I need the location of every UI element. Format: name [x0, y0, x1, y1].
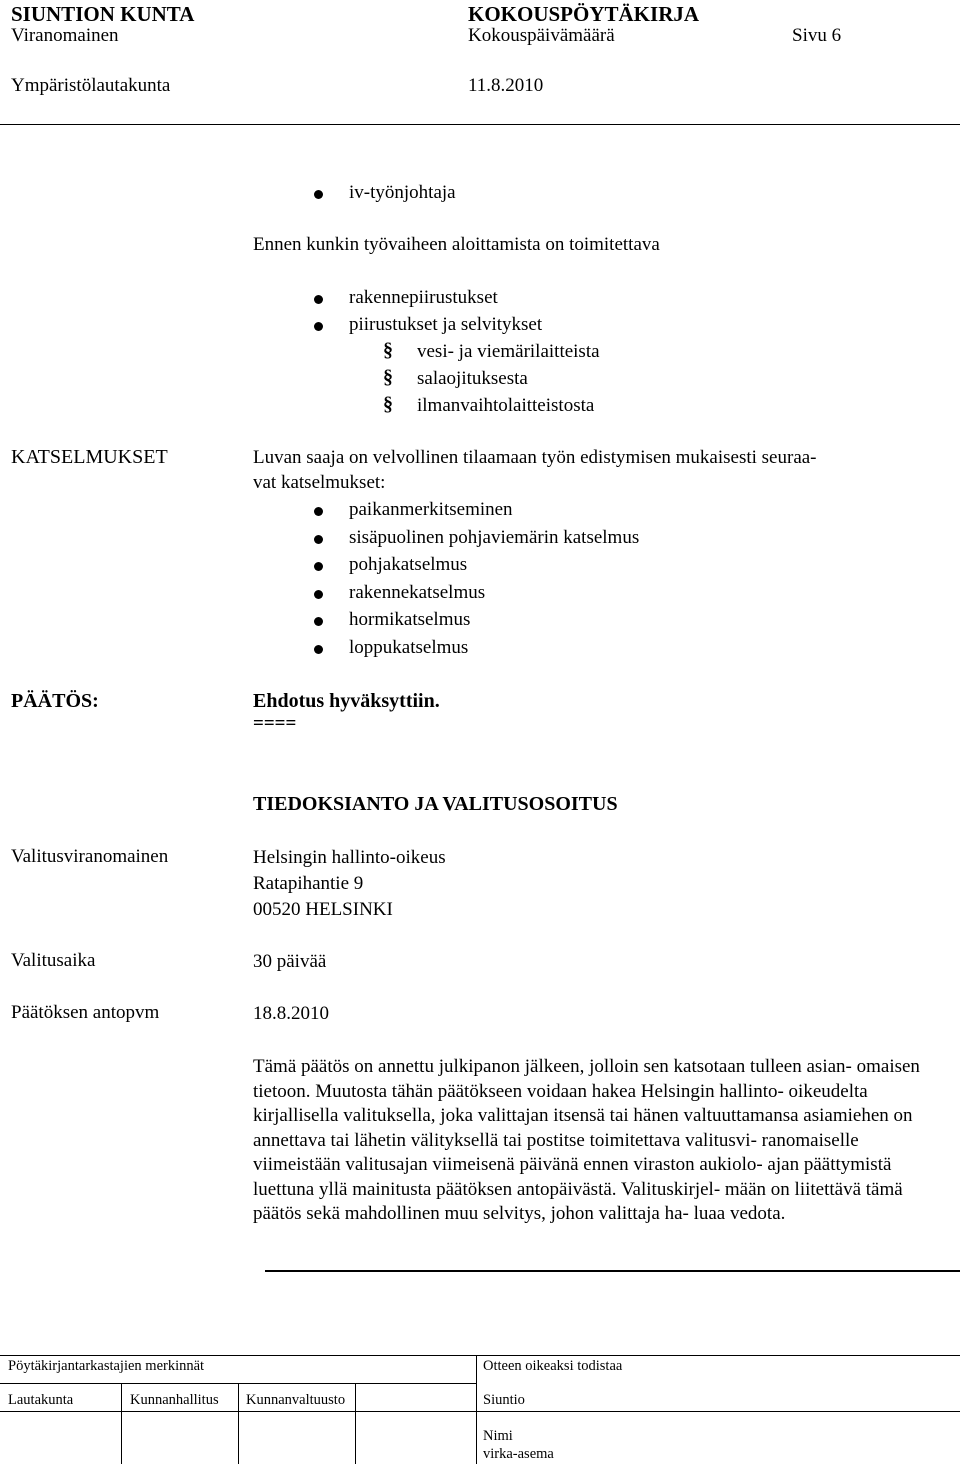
- footer-body-label: Kunnanvaltuusto: [246, 1392, 346, 1408]
- list-item: rakennekatselmus: [349, 582, 486, 603]
- footer-cell-divider: [238, 1383, 239, 1464]
- bullet-icon: [314, 617, 323, 626]
- decision-text: Ehdotus hyväksyttiin.: [253, 690, 440, 712]
- decision-separator: ====: [253, 713, 297, 734]
- bullet-icon: [314, 590, 323, 599]
- footer-name-label: Nimi: [483, 1428, 513, 1444]
- sub-list-item: salaojituksesta: [417, 368, 528, 389]
- authority-label: Viranomainen: [11, 25, 119, 46]
- appeal-authority-line: Helsingin hallinto-oikeus: [253, 847, 446, 868]
- list-item: rakennepiirustukset: [349, 287, 498, 308]
- inspections-label: KATSELMUKSET: [11, 446, 168, 468]
- footer-cell-divider: [121, 1383, 122, 1464]
- appeal-paragraph: Tämä päätös on annettu julkipanon jälkeen, jolloin sen katsotaan tulleen asian- omaisen tietoon. Muutosta tähän päätökseen voidaan hakea Helsingin hallinto- oikeudelta kirjallisella valituksella, joka valittajan itsensä tai hänen valtuuttamansa asiamiehen on annettava tai lähetin välityksellä tai postitse toimitettava valitusvi- ranomaiselle viimeistään valitusajan viimeisenä päivänä ennen viraston aukiolo- ajan päättymistä luettuna yllä mainitusta päätöksen antopäivästä. Valituskirjel- mään on liitettävä tämä päätös sekä mahdollinen muu selvitys, johon valittaja ha- luaa vedota.: [253, 1056, 920, 1224]
- footer-row-divider: [0, 1411, 960, 1412]
- text-end-rule: [265, 1270, 960, 1272]
- bullet-icon: [314, 507, 323, 516]
- section-sign-icon: §: [383, 366, 393, 388]
- bullet-icon: [314, 535, 323, 544]
- appeal-authority-label: Valitusviranomainen: [11, 846, 169, 867]
- list-item: loppukatselmus: [349, 637, 469, 658]
- decision-label: PÄÄTÖS:: [11, 690, 99, 712]
- before-work-text: Ennen kunkin työvaiheen aloittamista on toimitettava: [253, 234, 660, 255]
- list-item: paikanmerkitseminen: [349, 499, 513, 520]
- footer-title-label: virka-asema: [483, 1446, 554, 1462]
- footer-body-label: Kunnanhallitus: [130, 1392, 219, 1408]
- list-item: pohjakatselmus: [349, 554, 468, 575]
- sub-list-item: vesi- ja viemärilaitteista: [417, 341, 600, 362]
- municipality-name: SIUNTION KUNTA: [11, 2, 195, 26]
- footer-place-label: Siuntio: [483, 1392, 525, 1408]
- bullet-icon: [314, 190, 323, 199]
- authority-name: Ympäristölautakunta: [11, 75, 171, 96]
- section-sign-icon: §: [383, 339, 393, 361]
- header-divider: [0, 124, 960, 125]
- appeal-period-label: Valitusaika: [11, 950, 96, 971]
- appeal-date-label: Päätöksen antopvm: [11, 1002, 160, 1023]
- appeal-title: TIEDOKSIANTO JA VALITUSOSOITUS: [253, 793, 618, 815]
- bullet-icon: [314, 562, 323, 571]
- meeting-date: 11.8.2010: [468, 75, 544, 96]
- inspections-intro-line1: Luvan saaja on velvollinen tilaamaan työn edistymisen mukaisesti seuraa-: [253, 447, 817, 468]
- footer-body-label: Lautakunta: [8, 1392, 74, 1408]
- meeting-date-label: Kokouspäivämäärä: [468, 25, 615, 46]
- page-number: Sivu 6: [792, 25, 842, 46]
- appeal-authority-line: Ratapihantie 9: [253, 873, 364, 894]
- reviewers-label: Pöytäkirjantarkastajien merkinnät: [8, 1358, 205, 1374]
- bullet-icon: [314, 645, 323, 654]
- bullet-icon: [314, 322, 323, 331]
- bullet-icon: [314, 295, 323, 304]
- document-type: KOKOUSPÖYTÄKIRJA: [468, 2, 700, 26]
- footer-cell-divider: [355, 1383, 356, 1464]
- appeal-authority-line: 00520 HELSINKI: [253, 899, 393, 920]
- certified-label: Otteen oikeaksi todistaa: [483, 1358, 623, 1374]
- appeal-date: 18.8.2010: [253, 1003, 329, 1024]
- inspections-intro-line2: vat katselmukset:: [253, 472, 386, 493]
- list-item: piirustukset ja selvitykset: [349, 314, 543, 335]
- footer-top-border: [0, 1355, 960, 1356]
- sub-list-item: ilmanvaihtolaitteistosta: [417, 395, 595, 416]
- footer-column-divider: [476, 1355, 477, 1464]
- list-item: iv-työnjohtaja: [349, 182, 456, 203]
- appeal-period: 30 päivää: [253, 951, 327, 972]
- list-item: hormikatselmus: [349, 609, 471, 630]
- list-item: sisäpuolinen pohjaviemärin katselmus: [349, 527, 640, 548]
- section-sign-icon: §: [383, 393, 393, 415]
